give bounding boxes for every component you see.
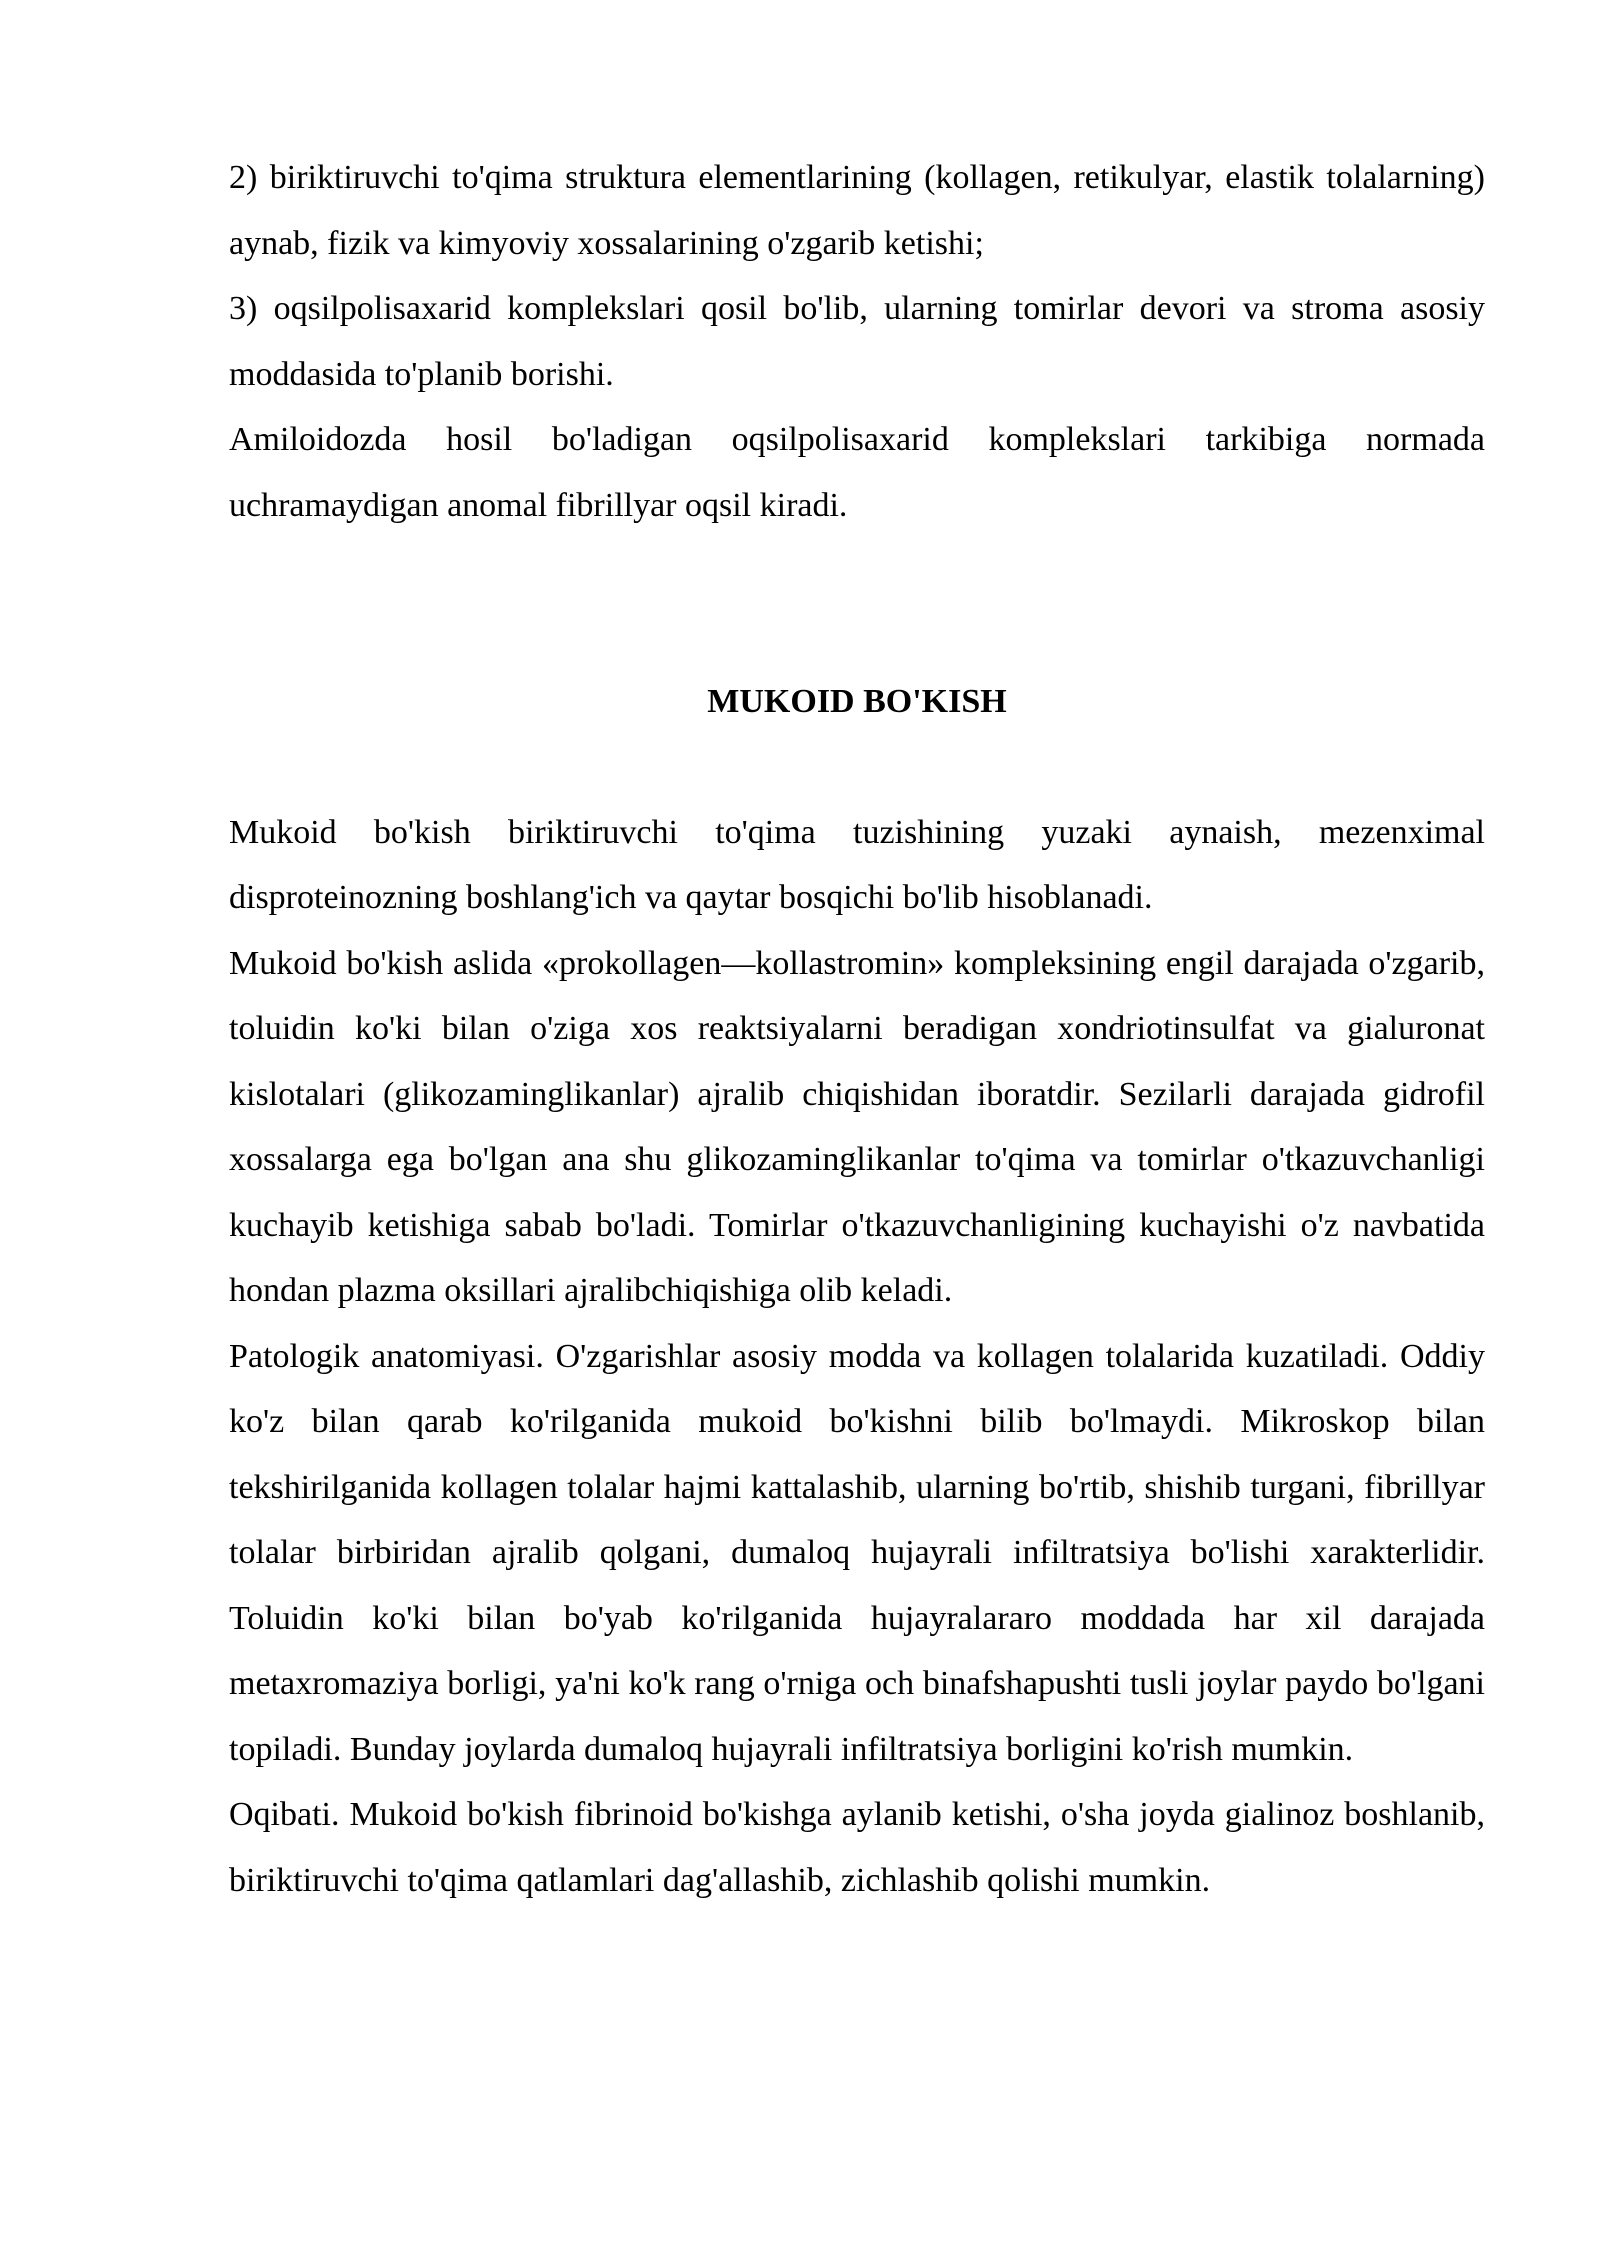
document-page	[229, 145, 1485, 1913]
paragraph-amiloidoz: Amiloidozda hosil bo'ladigan oqsilpolisaxarid komplekslari tarkibiga normada uchramaydigan anomal fibrillyar oqsil kiradi.	[229, 421, 1485, 524]
spacer	[229, 538, 1485, 669]
paragraph-pathology: Patologik anatomiyasi. O'zgarishlar asosiy modda va kollagen tolalarida kuzatiladi. Oddiy ko'z bilan qarab ko'rilganida mukoid bo'kishni bilib bo'lmaydi. Mikroskop bilan tekshirilganida kollagen tolalar hajmi kattalashib, ularning bo'rtib, shishib turgani, fibrillyar tolalar birbiridan ajralib qolgani, dumaloq hujayrali infiltratsiya bo'lishi xarakterlidir. Toluidin ko'ki bilan bo'yab ko'rilganida hujayralararo moddada har xil darajada metaxromaziya borligi, ya'ni ko'k rang o'rniga och binafshapushti tusli joylar paydo bo'lgani topiladi. Bunday joylarda dumaloq hujayrali infiltratsiya borligini ko'rish mumkin.	[229, 1337, 1485, 1768]
paragraph-outcome: Oqibati. Mukoid bo'kish fibrinoid bo'kishga aylanib ketishi, o'sha joyda gialinoz boshlanib, biriktiruvchi to'qima qatlamlari dag'allashib, zichlashib qolishi mumkin.	[229, 1796, 1485, 1899]
section-heading: MUKOID BO'KISH	[707, 683, 1007, 720]
paragraph-item-3: 3) oqsilpolisaxarid komplekslari qosil bo'lib, ularning tomirlar devori va stroma asosiy moddasida to'planib borishi.	[229, 290, 1485, 393]
paragraph-definition: Mukoid bo'kish biriktiruvchi to'qima tuzishining yuzaki aynaish, mezenximal disproteinozning boshlang'ich va qaytar bosqichi bo'lib hisoblanadi.	[229, 813, 1485, 916]
spacer	[229, 735, 1485, 800]
paragraph-mechanism: Mukoid bo'kish aslida «prokollagen—kollastromin» kompleksining engil darajada o'zgarib, toluidin ko'ki bilan o'ziga xos reaktsiyalarni beradigan xondriotinsulfat va gialuronat kislotalari (glikozaminglikanlar) ajralib chiqishidan iboratdir. Sezilarli darajada gidrofil xossalarga ega bo'lgan ana shu glikozaminglikanlar to'qima va tomirlar o'tkazuvchanligi kuchayib ketishiga sabab bo'ladi. Tomirlar o'tkazuvchanligining kuchayishi o'z navbatida hondan plazma oksillari ajralibchiqishiga olib keladi.	[229, 944, 1485, 1309]
paragraph-item-2: 2) biriktiruvchi to'qima struktura elementlarining (kollagen, retikulyar, elastik tolalarning) aynab, fizik va kimyoviy xossalarining o'zgarib ketishi;	[229, 159, 1485, 262]
